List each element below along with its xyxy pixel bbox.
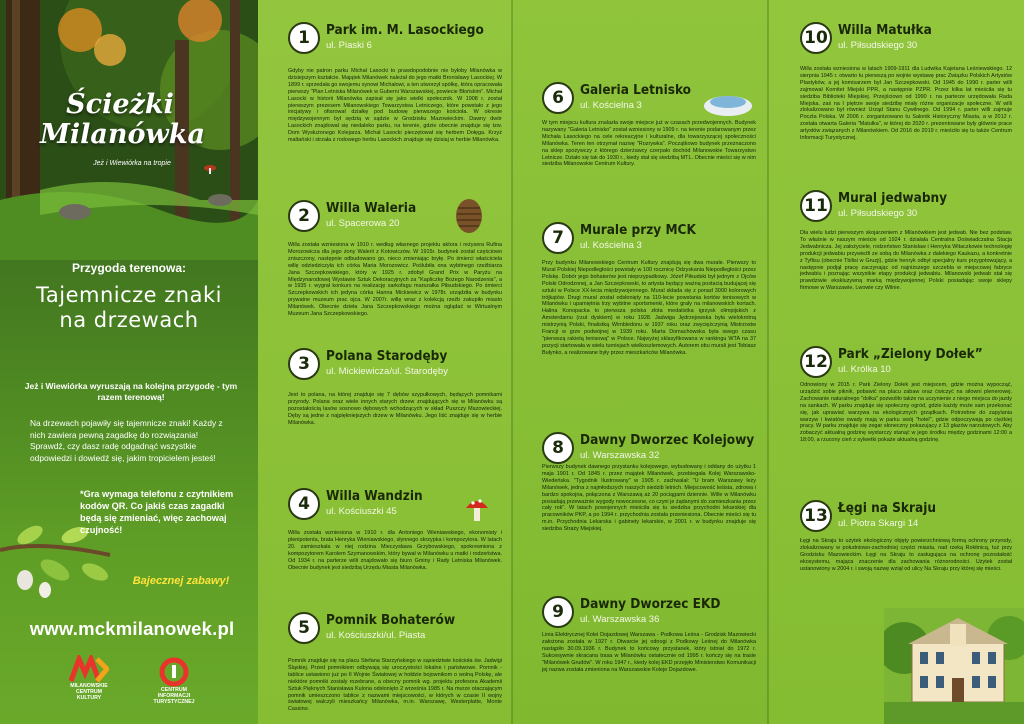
section-body: Linia Elektrycznej Kolei Dojazdowej Warszawa - Podkowa Leśna - Grodzisk Mazowiecki założona została w 1927 r. Otwarcie jej odnogi z Podkowy Leśnej do Milanówka nastąpiło 30.09.1936 r. Budynek to końcowy przystanek, który istniał do 1972 r. Sukcesywnie skracana trasa w Milanówku ostatecznie od 1995 r. kończy się na trasie "Milanówek Grudów". W roku 1947 r., kiedy kolej EKD przejęło Ministerstwo Komunikacji jej nazwa została zmieniona na Warszawskie Koleje Dojazdowe. bbox=[542, 632, 756, 673]
section-number: 1 bbox=[288, 22, 320, 54]
section-number: 11 bbox=[800, 190, 832, 222]
cit-logo-line3: TURYSTYCZNEJ bbox=[153, 699, 195, 705]
section-number: 8 bbox=[542, 432, 574, 464]
fold-line bbox=[511, 0, 513, 724]
section-body: Łęgi na Skraju to użytek ekologiczny objęty powierzchniową formą ochrony przyrody, zlokalizowany w południowo-zachodniej części miasta, nad rzeką Rokitnicą, tuż przy Grodzisku Mazowieckim. Łęgi na Skraju to zasługująca na ochronę pozostałość ekosystemu, mająca znaczenie dla zachowania różnorodności. Użytek został ustanowiony w 2004 r. i swoją nazwę wziął od ulicy Na Skraju przy której się mieści. bbox=[800, 538, 1012, 572]
section-address: ul. Spacerowa 20 bbox=[326, 218, 400, 229]
mystery-heading bbox=[20, 283, 238, 333]
cit-logo bbox=[140, 657, 208, 715]
mushroom-icon bbox=[464, 494, 490, 524]
section-address: ul. Kościelna 3 bbox=[580, 240, 642, 251]
section-title: Łęgi na Skraju bbox=[838, 500, 937, 516]
mck-logo-line2: CENTRUM bbox=[76, 689, 102, 695]
section-title: Polana Starodęby bbox=[326, 348, 448, 364]
section-number: 9 bbox=[542, 596, 574, 628]
section-title: Dawny Dworzec Kolejowy bbox=[580, 432, 755, 448]
section-title: Willa Wandzin bbox=[326, 488, 423, 504]
cit-logo-line1: CENTRUM bbox=[161, 687, 187, 693]
mystery-line2: na drzewach bbox=[59, 308, 199, 332]
section-number: 13 bbox=[800, 500, 832, 532]
good-luck: Bajecznej zabawy! bbox=[132, 575, 230, 587]
section-address: ul. Kościuszki/ul. Piasta bbox=[326, 630, 426, 641]
section-body: Willa została wzniesiona w 1910 r. według własnego projektu aktora i reżysera Rufina Morozowicza dla jego żony Walerii z Kotowiczów. W 1915r. budynek został częściowo zniszczony, następnie odbudowano go, nieco zmieniając bryłę. Po śmierci właściciela willę odziedziczyła ich córka Maria Morozowicz. Poślubiła ona wybitnego rzeźbiarza Jana Szczepkowskiego, który w 1925 r. zdobył Grand Prix w Paryżu na Międzynarodowej Wystawie Sztuk Dekoracyjnych za "Kapliczkę Bożego Narodzenia", a w 1935 r. wygrał konkurs na realizację sarkofagu marszałka Piłsudskiego. Po śmierci Szczepkowskich ich jedyna córka Hanna Mickiewicz w 1978r. urządziła w budynku prywatne muzeum prac ojca. W 2007r. willę wraz z kolekcją rzeźb zakupiło miasto Milanówek. Obecnie dzieła Jana Szczepkowskiego można oglądać w Wirtualnym Muzeum Jana Szczepkowskiego. bbox=[288, 242, 502, 318]
section-address: ul. Warszawska 36 bbox=[580, 614, 660, 625]
section-body: Gdyby nie patron parku Michał Lasocki to prawdopodobnie nie byłoby Milanówka w dzisiejszym kształcie. Majątek Milanówek należał do jego matki Bronisławy Lasockiej. W 1899 r. sprzedała go swojemu synowi Michałowi, a ten utworzył spółkę, która opracowała pierwszy "Plan Letniska Milanówek w Guberni Warszawskiej, powiecie Błońskim". Michał Lasocki w historii Milanówka zapisał się jako wielki społecznik. W 1908 r. został pierwszym prezesem Milanowskiego Towarzystwa Letniczego, które powstało z jego inicjatywy i ofiarował działkę pod budowę pierwszego kościoła. W okresie międzywojennym był sędzią w sądzie w Grodzisku Mazowieckim. Dawny dwór Lasockich znajdował się niedaleko parku, na terenie, gdzie obecnie znajduje się tzw. Dom Wysłużonego Kolejarza. Michał Lasocki pieczętował się herbem Dołęga. Krzyż maltański i strzała z rodowego herbu Lasockich znajduje się dzisiaj w herbie Milanówka. bbox=[288, 68, 502, 144]
section-body: Dla wielu ludzi pierwszym skojarzeniem z Milanówkiem jest jedwab. Nie bez podstaw. To właśnie w naszym mieście od 1924 r. działała Centralna Doświadczalna Stacja Jedwabnicza. Jej założyciele, rodzeństwo Stanisław i Henryka Witaczkowie technologię produkcji jedwabiu przywieźli ze sobą do Milanówka z dalekiego Kaukazu, a konkretnie z Tyflisu (obecnie Tbilisi w Gruzji), gdzie henryk odbył specjalny kurs przygotowujący, a następnie podjął pracę zaczynając od najniższego szczebla w miejscowej fabryce jedwabiu i poznając wszystkie etapy produkcji jedwabiu. Milanowski jedwab stał się prawdziwie ekskluzywną marką międzywojennej Polski posiadając swoje sklepy firmowe w Warszawie, Lwowie czy Wilnie. bbox=[800, 230, 1012, 292]
section-body: Pierwszy budynek dawnego przystanku kolejowego, wybudowany i oddany do użytku 1 maja 1901 r. Od 1845 r. przez majątek Milanówek, przebiegała Kolej Warszawsko-Wiedeńska. "Tygodnik Ilustrowany" w 1905 r. zachwalał: "U bram Warszawy leży Milanówek, jedna z najmłodszych naszych siedzib letnich. Miejscowość leśista, zdrowa i bardzo spokojna, połączona z Warszawą aż 20 pociągami dziennie. Wille w Milanówku posiadają przeważnie wygody nowoczesne, co czyni je żądanymi do zamieszkania przez cały rok". W latach powojennych mieściła się tu siedziba przychodni lekarskiej dla pracowników PKP, a po 1994 r. przychodnia została przeniesiona. Obecnie mieści się tu m.in. Przychodnia Lekarska i gabinety lekarskie, w 2001 r. w budynku znajduje się siedziba Straży Miejskiej. bbox=[542, 464, 756, 533]
cover-subtitle: Jeż i Wiewiórka na tropie bbox=[93, 160, 171, 167]
section-title: Park „Zielony Dołek” bbox=[838, 346, 983, 362]
section-title: Galeria Letnisko bbox=[580, 82, 692, 98]
section-title: Willa Matułka bbox=[838, 22, 932, 38]
section-number: 6 bbox=[542, 82, 574, 114]
mck-logo-line1: MILANOWSKIE bbox=[70, 683, 108, 689]
section-body: Jest to polana, na której znajduje się 7 dębów szypułkowych, będących pomnikami przyrody. Polana oraz wiele innych starych drzew znajdujących się w Milanówku są pozostałością lasów sosnowo dębowych wchodzących w skład Puszczy Mazowieckiej. Dęby są jedne z najpiękniejszych drzew w Milanówku. Jego liść znajduje się w herbie Milanówka. bbox=[288, 392, 502, 426]
pine-cone-icon bbox=[448, 194, 490, 236]
section-number: 2 bbox=[288, 200, 320, 232]
section-address: ul. Piaski 6 bbox=[326, 40, 372, 51]
section-number: 4 bbox=[288, 488, 320, 520]
adventure-label: Przygoda terenowa: bbox=[71, 261, 187, 275]
section-address: ul. Mickiewicza/ul. Starodęby bbox=[326, 366, 448, 377]
section-number: 7 bbox=[542, 222, 574, 254]
inkpot-icon bbox=[700, 84, 756, 118]
section-title: Mural jedwabny bbox=[838, 190, 948, 206]
section-body: W tym miejscu kultura znalazła swoje miejsce już w czasach przedwojennych. Budynek nazywany "Galeria Letnisko" został wzniesiony w 1909 r. na terenie podarowanym przez Michała Lasockiego na cele rekreacyjne i kulturalne, dla towarzyszącej społeczności Milanówka. Teren ten otrzymał nazwę "Rozrywka". Początkowo budynek przeznaczono na sklep spożywczy z którego dzierżawcy czerpało dochód Milanowskie Towarzystwo Letnicze. Działo się tak do 1930 r., kiedy stał się siedzibą MTL. Obecnie mieści się w nim siedziba Milanowskie Centrum Kultury. bbox=[542, 120, 756, 168]
section-body: Pomnik znajduje się na placu Stefana Starzyńskiego w sąsiedztwie kościoła św. Jadwigi Śląskiej. Przed pomnikiem odbywają się uroczystości lokalne i państwowe. Pomnik - tablice ustawiono już po II Wojnie Światowej w hołdzie bojownikom o wolną Polskę, ale niektóre pomniki zostały rozebrane, a obecny pomnik wg. projektu profesora Akademii Sztuk Pięknych Stanisława Kulona odsłonięto 2 września 1985 r. Na murze otaczającym pomnik umieszczono tablice z nazwami miejscowości, w których w czasie II wojny światowej walczyli mieszkańcy Milanówka, m.in. Warszawę, Westerplatte, Monte Cassino. bbox=[288, 658, 502, 713]
section-address: ul. Piłsudskiego 30 bbox=[838, 40, 918, 51]
mck-logo-line3: KULTURY bbox=[76, 695, 102, 701]
section-address: ul. Kościuszki 45 bbox=[326, 506, 397, 517]
website-link[interactable]: www.mckmilanowek.pl bbox=[29, 618, 235, 639]
mystery-line1: Tajemnicze znaki bbox=[36, 283, 222, 307]
cit-logo-line2: INFORMACJI bbox=[157, 693, 191, 699]
intro-text: Na drzewach pojawiły się tajemnicze znaki! Każdy z nich zawiera pewną zagadkę do rozwiązania! Sprawdź, czy dasz radę odgadnąć wszystkie odpowiedzi i dowiedź się, jakim tropicielem jesteś! bbox=[30, 418, 223, 463]
intro-bold: Jeż i Wiewiórka wyruszają na kolejną przygodę - tym razem terenową! bbox=[24, 381, 238, 402]
mck-logo bbox=[50, 655, 128, 715]
cover-title-line1: Ścieżki bbox=[66, 89, 174, 120]
phone-note: *Gra wymaga telefonu z czytnikiem kodów QR. Co jakiś czas zagadki będą się zmieniać, więc zachowaj czujność! bbox=[80, 489, 234, 535]
section-number: 5 bbox=[288, 612, 320, 644]
section-number: 3 bbox=[288, 348, 320, 380]
section-number: 10 bbox=[800, 22, 832, 54]
fold-line bbox=[767, 0, 769, 724]
cover-panel bbox=[0, 0, 258, 724]
section-number: 12 bbox=[800, 346, 832, 378]
section-address: ul. Piłsudskiego 30 bbox=[838, 208, 918, 219]
section-title: Pomnik Bohaterów bbox=[326, 612, 456, 628]
section-address: ul. Kościelna 3 bbox=[580, 100, 642, 111]
villa-illustration bbox=[884, 608, 1024, 724]
section-body: Odnowiony w 2015 r. Park Zielony Dołek jest miejscem, gdzie można wypocząć, urządzić sobie piknik, pobawić na placu zabaw oraz ćwiczyć na siłowni plenerowej. Zachowanie naturalnego "dołka" pozwoliło także na uczynienie z niego miejsca do jazdy na sankach. W parku znajduje się społeczny ogród, gdzie każdy może sam przekonać się, jak uprawiać warzywa na ekologicznych grządkach. Potrzebne do zapylania warzyw i kwiatów owady mają w parku swój "hotel", gdzie odpoczywają po ciężkiej pracy. W parku znajduje się zegar słoneczny pokazujący z 13 głazów narzutowych. Aby zobaczyć aktualną godzinę wystarczy stanąć w jego środku między godzinami 12:00 a 18:00, a rzucony cień z sylwetki pokaże aktualną godzinę. bbox=[800, 382, 1012, 444]
section-body: Przy budynku Milanowskiego Centrum Kultury znajdują się dwa murale. Pierwszy to Mural Polskiej Niepodległości powstały w 100 rocznicę Odzyskania Niepodległości przez Polskę. Dobór jego bohaterów jest nieprzypadkowy. Józef Piłsudski był jednym z Ojców Polski Odrodzonej, a Jan Szczepkowski, to artysta będący ważną postacią budującej się sztuki w Polsce XX-lecia międzywojennego. Mural składa się z ponad 3000 kolorowych trójkątów. Drugi mural został odsłonięty na 110-lecie powstania kortów tenisowych w Milanówku i upamiętnia trzy wybitne sportsmenki, które grały na milanowskich kortach. Halina Konopacka to pierwsza polska złota medalistka igrzysk olimpijskich z Amsterdamu (rzut dyskiem) w roku 1928. Jadwiga Jędrzejowska była wielokrotną mistrzynią Polski, finalistką Wimbledonu w 1937 roku oraz zwyciężczynią Mistrzostw Francji w grze podwójnej w 1939 roku. Marta Domachowska była swego czasu "pierwszą rakietą tenisową" w Polsce. Najwyżej sklasyfikowana w rankingu WTA na 37 pozycji startowała w wielu turniejach wielkoszlemowych. Autorem obu murali jest Tobiasz Bułynko, a realizowane były przez mieszkańców Milanówka. bbox=[542, 260, 756, 356]
section-title: Willa Waleria bbox=[326, 200, 417, 216]
section-title: Murale przy MCK bbox=[580, 222, 696, 238]
section-body: Willa została wzniesiona w latach 1909-1911 dla Ludwika Kajetana Leśniewskiego. 12 sierpnia 1945 r. otwarto tu pierwszą po wojnie wystawę prac Związku Polskich Artystów Plastyków, a jej komisarzem był Jan Szczepkowski. Od 1945 do 1990 r. parter willi zajmował Komitet Miejski PPR, a następnie PZPR. Przez kilka lat mieściła się tu siedziba Biblioteki Miejskiej. Przejściowo od 1990 r. na parterze urzędowała Rada Miejska, zaś na I piętrze swoje siedzibę miały różne organizacje społeczne. W willi zlokalizowano był również Urząd Stanu Cywilnego. Od 1994 r. parter willi zajmuje Poczta Polska. W 2006 r. zorganizowano tu Salonik Historyczny Miasta, a w 2012 r. została otwarta Galeria "Matułka", w której do 2020 r. prezentowane były głównie prace artystów związanych z Milanówkiem. Od 2016 do 2019 r. mieściło się tu także Centrum Informacji Turystycznej. bbox=[800, 66, 1012, 142]
section-address: ul. Piotra Skargi 14 bbox=[838, 518, 919, 529]
section-address: ul. Warszawska 32 bbox=[580, 450, 660, 461]
section-title: Park im. M. Lasockiego bbox=[326, 22, 484, 38]
mck-logo-icon bbox=[69, 655, 109, 683]
info-logo-icon bbox=[159, 657, 189, 687]
section-address: ul. Królka 10 bbox=[838, 364, 891, 375]
cover-title-line2: Milanówka bbox=[40, 119, 205, 150]
section-title: Dawny Dworzec EKD bbox=[580, 596, 721, 612]
cover-title bbox=[40, 89, 205, 150]
section-body: Willa została wzniesiona w 1910 r. dla Antoniego Wieniawskiego, ekonomisty i plenipotenta, brata Henryka Wieniawskiego, słynnego skrzypka i kompozytora. W latach 20. zamieszkała w niej rodzina Mieczysława Grzybowskiego, spokrewniona z kompozytorem Karolem Szymanowskim, który bywał w Milanówku u matki i rodzeństwa. Od 1934 r. na parterze willi znajdowało się biuro Gminy i Rady Letniska Milanówek. Obecnie budynek jest siedzibą Urzędu Miasta Milanówka. bbox=[288, 530, 502, 571]
